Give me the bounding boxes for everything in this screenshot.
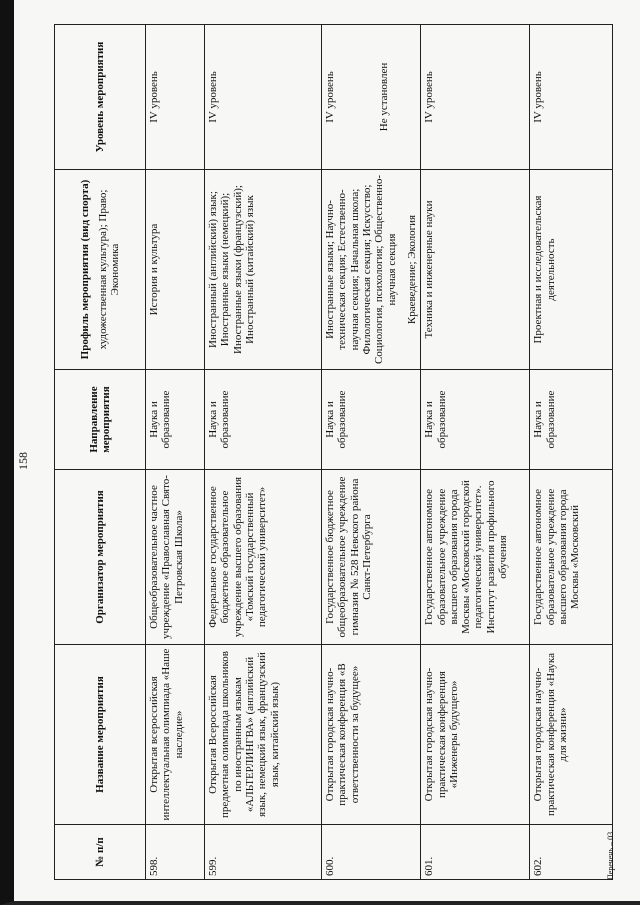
header-organizer: Организатор мероприятия	[55, 470, 146, 645]
row-level: IV уровень	[530, 25, 613, 170]
row-profile: Иностранный (английский) язык; Иностранные языки (немецкий); Иностранные языки (французский); Иностранный (китайский) язык	[205, 170, 322, 370]
row-level-main: IV уровень	[324, 71, 336, 123]
row-num: 601.	[421, 825, 530, 880]
events-table	[54, 24, 613, 880]
row-name: Открытая городская научно-практическая конференция «Наука для жизни»	[530, 645, 613, 825]
header-name: Название мероприятия	[55, 645, 146, 825]
table-row	[530, 25, 613, 880]
table-row	[322, 25, 421, 880]
row-name: Открытая городская научно-практическая конференция «Инженеры будущего»	[421, 645, 530, 825]
row-direction: Наука и образование	[530, 370, 613, 470]
table-header-row	[55, 25, 146, 880]
row-organizer: Федеральное государственное бюджетное образовательное учреждение высшего образования «Томский государственный педагогический университет»	[205, 470, 322, 645]
row-profile	[322, 170, 421, 370]
table-row	[421, 25, 530, 880]
row-organizer: Общеобразовательное частное учреждение «Православная Свято-Петровская Школа»	[146, 470, 205, 645]
table-row	[205, 25, 322, 880]
row-organizer: Государственное автономное образовательное учреждение высшего образования города Москвы «Московский городской педагогический университет». Институт развития профильного обучения	[421, 470, 530, 645]
row-organizer: Государственное автономное образовательное учреждение высшего образования города Москвы «Московский	[530, 470, 613, 645]
row-direction: Наука и образование	[205, 370, 322, 470]
header-direction: Направление мероприятия	[55, 370, 146, 470]
table-row	[146, 25, 205, 880]
row-direction: Наука и образование	[421, 370, 530, 470]
row-num: 602.	[530, 825, 613, 880]
profile-continuation: художественная культура); Право; Экономика	[96, 189, 122, 350]
row-profile: Техника и инженерные науки	[421, 170, 530, 370]
row-profile: Проектная и исследовательская деятельность	[530, 170, 613, 370]
row-num: 600.	[322, 825, 421, 880]
row-level: IV уровень	[146, 25, 205, 170]
header-num: № п/п	[55, 825, 146, 880]
header-level: Уровень мероприятия	[55, 25, 146, 170]
row-profile-secondary: Краеведение; Экология	[405, 214, 418, 325]
row-name: Открытая городская научно-практическая конференция «В ответственности за будущее»	[322, 645, 421, 825]
row-level	[322, 25, 421, 170]
rotated-content	[16, 25, 615, 880]
header-profile: Профиль мероприятия (вид спорта) художественная культура); Право; Экономика	[55, 170, 146, 370]
row-num: 598.	[146, 825, 205, 880]
row-direction: Наука и образование	[322, 370, 421, 470]
row-profile-main: Иностранные языки; Научно-техническая секция; Естественно-научная секция; Начальная школа; Филологическая секция; Искусство; Социология, психология; Общественно-научная секция	[324, 174, 398, 365]
row-profile: История и культура	[146, 170, 205, 370]
page-footer: Перечень – 03	[606, 831, 615, 880]
row-name: Открытая всероссийская интеллектуальная олимпиада «Наше наследие»	[146, 645, 205, 825]
row-organizer: Государственное бюджетное общеобразовательное учреждение гимназия № 528 Невского района Санкт-Петербурга	[322, 470, 421, 645]
row-level: IV уровень	[205, 25, 322, 170]
row-num: 599.	[205, 825, 322, 880]
row-level-secondary: Не установлен	[378, 62, 391, 132]
row-name: Открытая Всероссийская предметная олимпиада школьников по иностранным языкам «АЛЬТЕРЛИНГВА» (английский язык, немецкий язык, французский язык, китайский язык)	[205, 645, 322, 825]
row-level: IV уровень	[421, 25, 530, 170]
row-direction: Наука и образование	[146, 370, 205, 470]
page-number: 158	[16, 452, 30, 470]
